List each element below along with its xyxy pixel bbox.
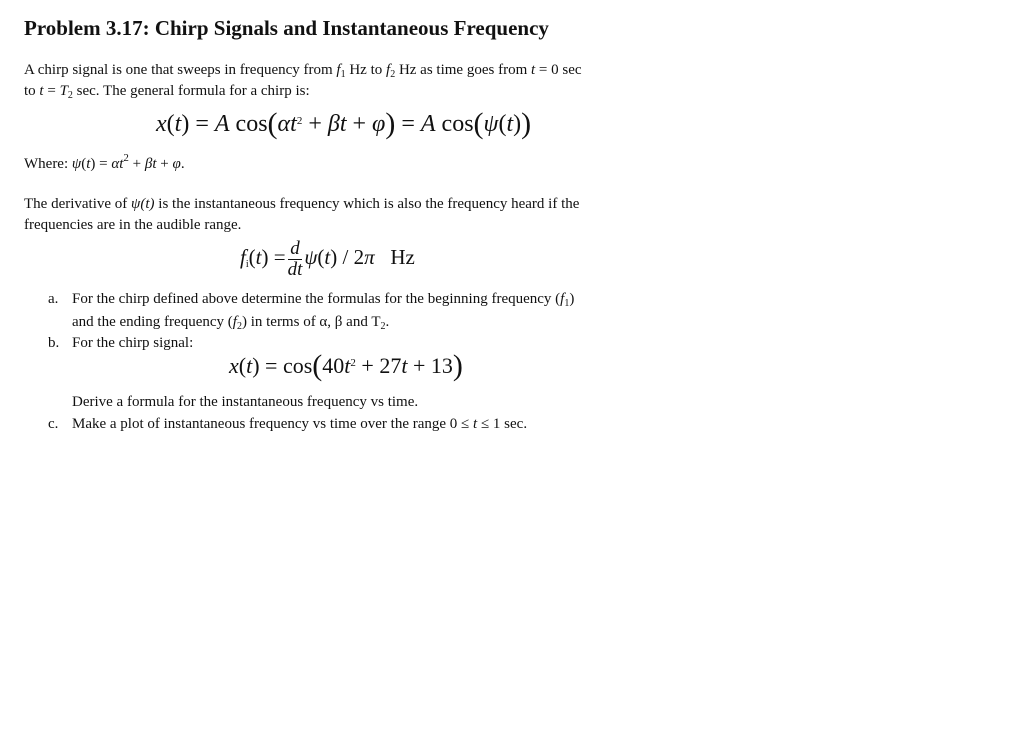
eq1-plus1: + (308, 111, 322, 137)
where-phi: φ (172, 156, 181, 172)
intro-line-1 (24, 61, 582, 79)
intro-line-2 (24, 82, 310, 100)
eq2-t2: t (324, 245, 331, 269)
where-plus2: + (160, 156, 169, 172)
item-a-text-2: ) (569, 291, 575, 307)
where-end: . (180, 156, 185, 172)
where-exp: 2 (123, 152, 129, 164)
intro-l2-text-1: to (24, 83, 36, 99)
intro-t0-rest: = 0 sec (538, 62, 582, 78)
where-plus1: + (132, 156, 142, 172)
where-label: Where: (24, 156, 69, 172)
item-b-label: b. (48, 335, 60, 351)
eq3-t: t (246, 353, 253, 378)
item-b-derive-line: Derive a formula for the instantaneous frequency vs time. (72, 394, 419, 410)
eq1-cos2: cos (441, 111, 474, 137)
eq1-A2: A (420, 111, 436, 137)
eq1-exp: 2 (296, 115, 303, 127)
item-c-t: t (473, 416, 478, 432)
eq3-t2: t (344, 353, 351, 378)
deriv-text-1: The derivative of (24, 196, 128, 212)
intro-t0: t (531, 62, 536, 78)
eq1-beta: β (327, 111, 340, 137)
eq1-plus2: + (352, 111, 367, 137)
where-beta: β (144, 156, 153, 172)
eq1-alpha: α (277, 111, 291, 137)
deriv-t: (t) (140, 196, 155, 212)
item-a-f1-sub: 1 (564, 298, 570, 309)
item-a-label: a. (48, 291, 59, 307)
eq1-equals2: = (401, 111, 415, 137)
item-a-line-1 (48, 290, 574, 308)
eq3-rest2: + 13 (412, 353, 453, 378)
eq1-t: t (174, 111, 182, 137)
derivative-line-2: frequencies are in the audible range. (24, 217, 242, 233)
item-a-text-1: For the chirp defined above determine the formulas for the beginning frequency ( (72, 291, 561, 307)
intro-t1: t (39, 83, 44, 99)
eq1-x: x (156, 111, 167, 137)
eq2-pi: π (364, 245, 375, 269)
deriv-text-2: is the instantaneous frequency which is also the frequency heard if the (158, 196, 580, 212)
eq1-equals: = (195, 111, 209, 137)
deriv-psi: ψ (131, 196, 141, 212)
eq2-hz: Hz (390, 245, 415, 269)
intro-f2: f (386, 62, 391, 78)
intro-text-1: A chirp signal is one that sweeps in frequency from (24, 62, 333, 78)
eq2-f: f (240, 245, 246, 269)
eq3-equals: = (265, 353, 278, 378)
where-t3: t (152, 156, 157, 172)
item-a-f1: f (560, 291, 565, 307)
item-a-l2-text-2: ) in terms of α, β and T (241, 314, 381, 330)
item-a-line-2 (72, 313, 389, 331)
item-a-T2-sub: 2 (380, 321, 386, 332)
eq1-cos: cos (235, 111, 268, 137)
where-eq: = (99, 156, 108, 172)
chirp-formula: x(t) = A $\cos(\alpha t^2 + \beta t + \varphi) = A$ cos(ψ(t)) (156, 107, 532, 140)
eq1-t2: t (290, 111, 297, 137)
derivative-fraction (288, 239, 303, 280)
eq3-c1: 40 (322, 353, 345, 378)
eq2-psi: ψ (304, 245, 318, 269)
eq1-psi: ψ (483, 111, 499, 137)
eq3-x: x (229, 353, 239, 378)
eq3-exp: 2 (350, 357, 356, 369)
where-alpha: α (111, 156, 120, 172)
intro-T2: T (59, 83, 68, 99)
problem-title: Problem 3.17: Chirp Signals and Instantaneous Frequency (24, 16, 549, 40)
intro-l2-text-2: sec. The general formula for a chirp is: (76, 83, 310, 99)
eq1-t4: t (506, 111, 514, 137)
where-t: t (86, 156, 91, 172)
eq3-t3: t (401, 353, 408, 378)
chirp-signal-formula: $x(t) = \cos(40t^2 + 27t + 13)$ (229, 349, 463, 382)
item-c-line (48, 415, 527, 433)
eq3-cos: cos (282, 353, 313, 378)
intro-f1: f (336, 62, 341, 78)
where-t2: t (119, 156, 124, 172)
item-c-text-1: Make a plot of instantaneous frequency vs time over the range 0 ≤ (72, 416, 470, 432)
eq2-equals: = (273, 245, 286, 269)
item-c-text-2: ≤ 1 sec. (480, 416, 528, 432)
instantaneous-frequency-formula: $f_i(t)$ = $\frac{d}{dt}$ ψ(t) / 2π Hz (240, 237, 415, 280)
item-a-l2-text-1: and the ending frequency ( (72, 314, 233, 330)
fraction-denominator: dt (287, 258, 303, 280)
intro-T2-sub: 2 (67, 90, 73, 101)
item-b-line (48, 334, 193, 352)
fraction-numerator: d (288, 239, 303, 260)
eq2-sub: i (245, 259, 249, 270)
eq2-t: t (255, 245, 262, 269)
item-a-l2-end: . (385, 314, 390, 330)
intro-text-2: Hz to (349, 62, 383, 78)
item-c-label: c. (48, 416, 59, 432)
where-line: Where: $\psi(t) = \alpha t^2 + \beta t + \varphi$. (24, 152, 185, 172)
item-a-f2: f (232, 314, 237, 330)
intro-t1-eq: = (47, 83, 56, 99)
item-b-text: For the chirp signal: (72, 335, 194, 351)
eq1-t3: t (339, 111, 347, 137)
eq3-rest1: + 27 (361, 353, 402, 378)
derivative-line-1 (24, 195, 579, 213)
eq1-phi: φ (372, 111, 386, 137)
intro-f2-sub: 2 (390, 69, 396, 80)
intro-text-3: Hz as time goes from (398, 62, 528, 78)
eq1-A: A (214, 111, 230, 137)
item-a-f2-sub: 2 (236, 321, 242, 332)
intro-f1-sub: 1 (340, 69, 346, 80)
eq2-div: / 2 (342, 245, 365, 269)
where-psi: ψ (71, 156, 82, 172)
